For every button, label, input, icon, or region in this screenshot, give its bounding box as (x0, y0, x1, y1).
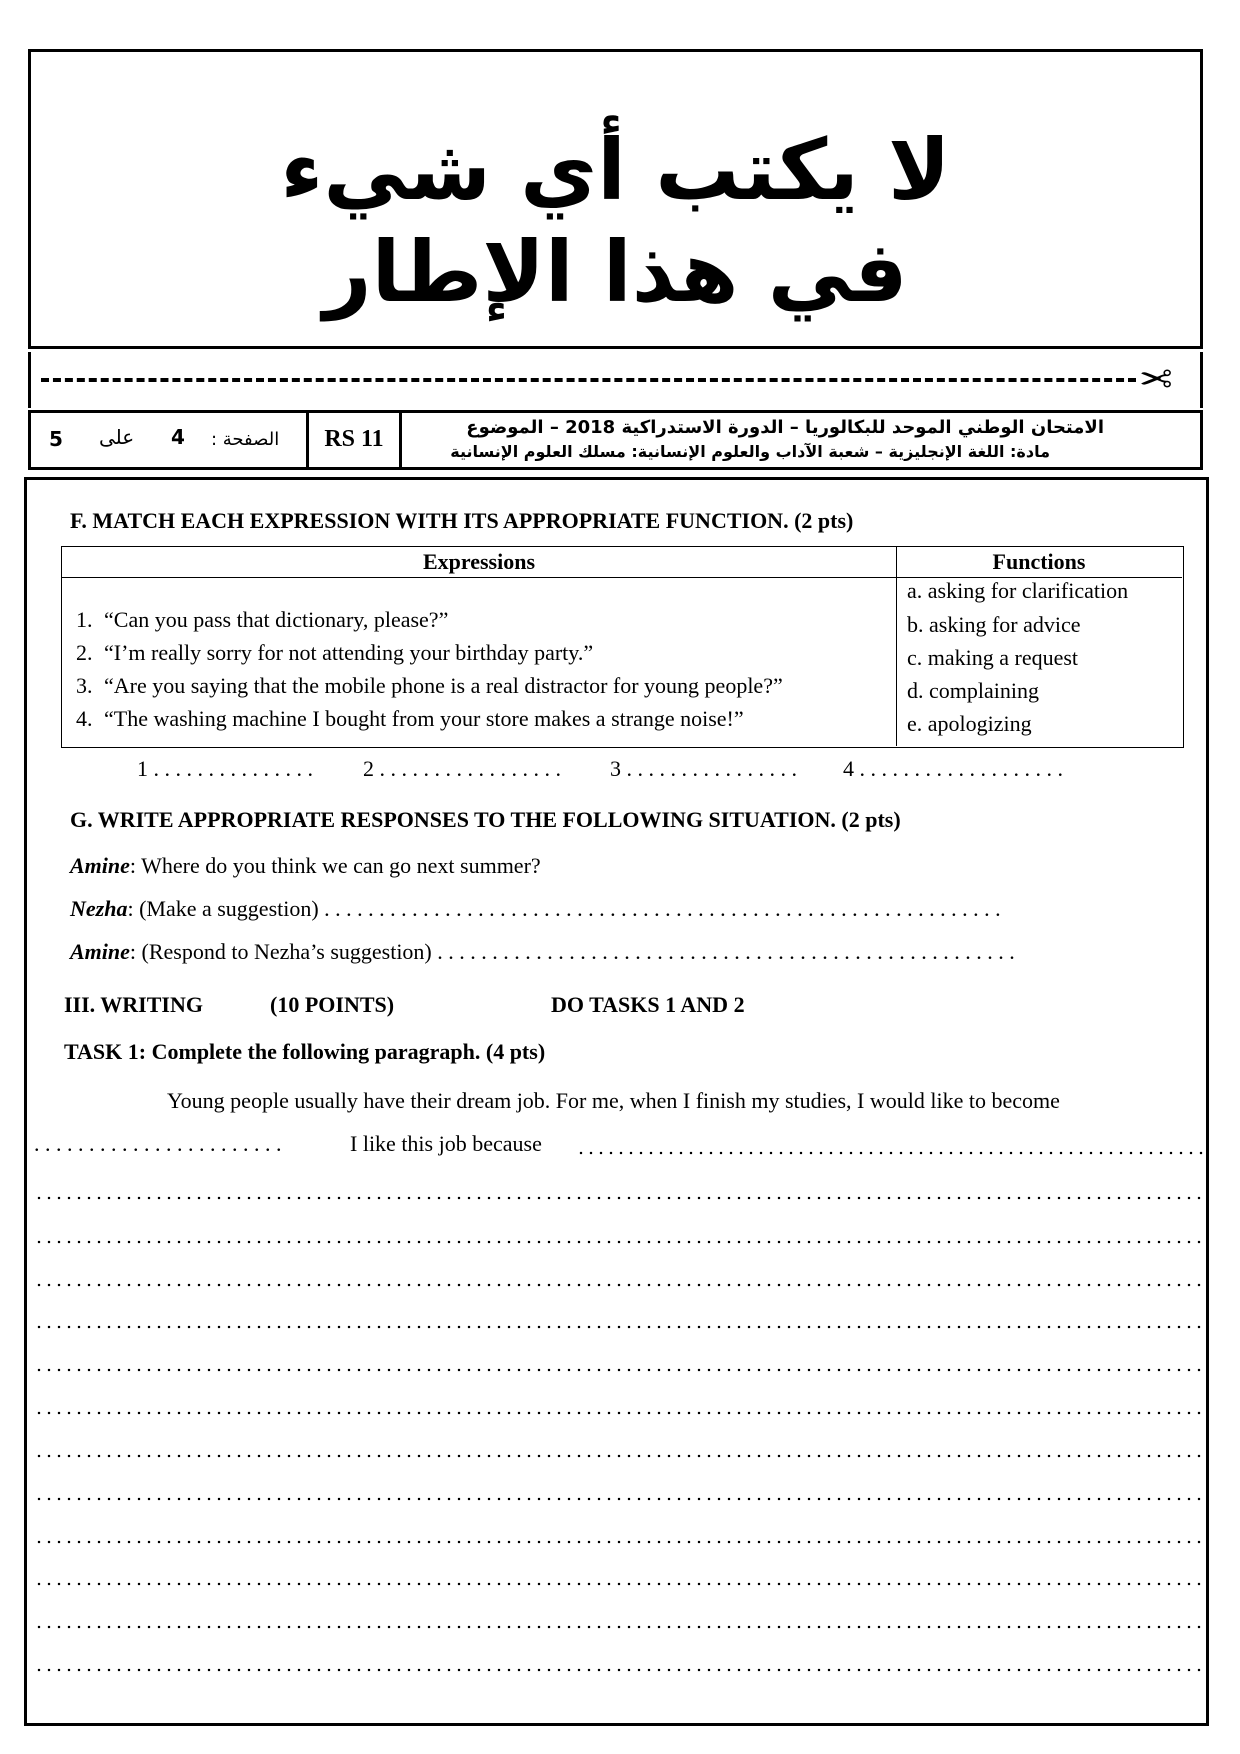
column-header-functions: Functions (992, 549, 1086, 574)
writing-line[interactable] (34, 1325, 1204, 1329)
expression-text: “I’m really sorry for not attending your birthday party.” (104, 640, 594, 665)
exam-title-line-1: الامتحان الوطني الموحد للبكالوريا – الدورة الاستدراكية 2018 – الموضوع (466, 417, 1104, 438)
dialogue-text: : (Respond to Nezha’s suggestion) . . . . . . . . . . . . . . . . . . . . . . . . . . . . . . . . . . . . . . . . . . . . . . . . . . . . . (129, 939, 1015, 964)
task-1-title: TASK 1: Complete the following paragraph. (4 pts) (64, 1039, 546, 1064)
do-not-write-line-1: لا يكتب أي شيء (280, 121, 951, 219)
writing-line[interactable] (34, 1582, 1204, 1586)
function-item: e. apologizing (907, 711, 1032, 736)
expression-text: “Can you pass that dictionary, please?” (104, 607, 449, 632)
page-indicator-cell (31, 413, 309, 467)
speaker-name: Amine (70, 939, 130, 964)
function-item: b. asking for advice (907, 612, 1081, 637)
expression-number: 3. (76, 673, 93, 698)
writing-line[interactable] (34, 1283, 1204, 1287)
function-item: a. asking for clarification (907, 578, 1129, 603)
paragraph-line-2: I like this job because (350, 1131, 542, 1156)
expression-item (14, 607, 448, 633)
answer-slot-2[interactable]: 2 . . . . . . . . . . . . . . . . . (363, 756, 561, 781)
expression-text: “Are you saying that the mobile phone is a real distractor for young people?” (104, 673, 783, 698)
writing-line[interactable] (34, 1454, 1204, 1458)
expression-text: “The washing machine I bought from your store makes a strange noise!” (104, 706, 744, 731)
function-item: d. complaining (907, 678, 1039, 703)
expression-number: 2. (76, 640, 93, 665)
writing-line[interactable] (34, 1368, 1204, 1372)
page-number: 4 (171, 425, 185, 449)
writing-instruction: DO TASKS 1 AND 2 (551, 992, 745, 1017)
subject-code-cell (309, 413, 402, 467)
expression-number: 4. (76, 706, 93, 731)
section-f-title: F. MATCH EACH EXPRESSION WITH ITS APPROPRIATE FUNCTION. (2 pts) (70, 508, 854, 533)
answer-slot-1[interactable]: 1 . . . . . . . . . . . . . . . (137, 756, 313, 781)
writing-section-title: III. WRITING (64, 992, 203, 1017)
answer-slot-3[interactable]: 3 . . . . . . . . . . . . . . . . (610, 756, 797, 781)
expression-number: 1. (76, 607, 93, 632)
function-item: c. making a request (907, 645, 1079, 670)
exam-title-cell (402, 413, 1200, 467)
cut-line-row (28, 352, 1203, 408)
writing-line[interactable] (34, 1497, 1204, 1501)
paragraph-blank-1[interactable]: . . . . . . . . . . . . . . . . . . . . . . . (34, 1131, 282, 1156)
writing-section-points: (10 POINTS) (270, 992, 395, 1017)
subject-code: RS 11 (324, 426, 384, 452)
page-label: الصفحة : (211, 429, 280, 450)
page-of-label: على (99, 425, 135, 449)
writing-line[interactable] (34, 1240, 1204, 1244)
writing-line[interactable] (576, 1151, 1204, 1155)
writing-line[interactable] (34, 1625, 1204, 1629)
page-total: 5 (49, 427, 63, 451)
dialogue-line-nezha[interactable] (70, 896, 1001, 922)
expression-item (14, 640, 593, 666)
do-not-write-frame (28, 49, 1203, 349)
expression-item (14, 673, 783, 699)
dialogue-line-amine-response[interactable] (70, 939, 1015, 965)
writing-line[interactable] (34, 1540, 1204, 1544)
exam-title-line-2: مادة: اللغة الإنجليزية – شعبة الآداب والعلوم الإنسانية: مسلك العلوم الإنسانية (450, 442, 1050, 461)
writing-line[interactable] (34, 1411, 1204, 1415)
dialogue-text: : (Make a suggestion) . . . . . . . . . . . . . . . . . . . . . . . . . . . . . . . . . . . . . . . . . . . . . . . . . . . . . . . . . . . . . . (127, 896, 1001, 921)
column-header-expressions: Expressions (422, 549, 536, 574)
paragraph-line-1: Young people usually have their dream job. For me, when I finish my studies, I would like to become (167, 1088, 1060, 1113)
writing-line[interactable] (34, 1668, 1204, 1672)
answer-slot-4[interactable]: 4 . . . . . . . . . . . . . . . . . . . (843, 756, 1063, 781)
section-g-title: G. WRITE APPROPRIATE RESPONSES TO THE FOLLOWING SITUATION. (2 pts) (70, 807, 901, 832)
dialogue-line-amine (70, 853, 541, 879)
writing-line[interactable] (34, 1196, 1204, 1200)
expression-item (14, 706, 744, 732)
scissors-icon: ✂ (1139, 357, 1173, 403)
dialogue-text: : Where do you think we can go next summer? (129, 853, 541, 878)
cut-dashed-line (41, 378, 1136, 382)
exam-header-bar (28, 410, 1203, 470)
do-not-write-line-2: في هذا الإطار (323, 223, 908, 321)
speaker-name: Nezha (70, 896, 128, 921)
speaker-name: Amine (70, 853, 130, 878)
